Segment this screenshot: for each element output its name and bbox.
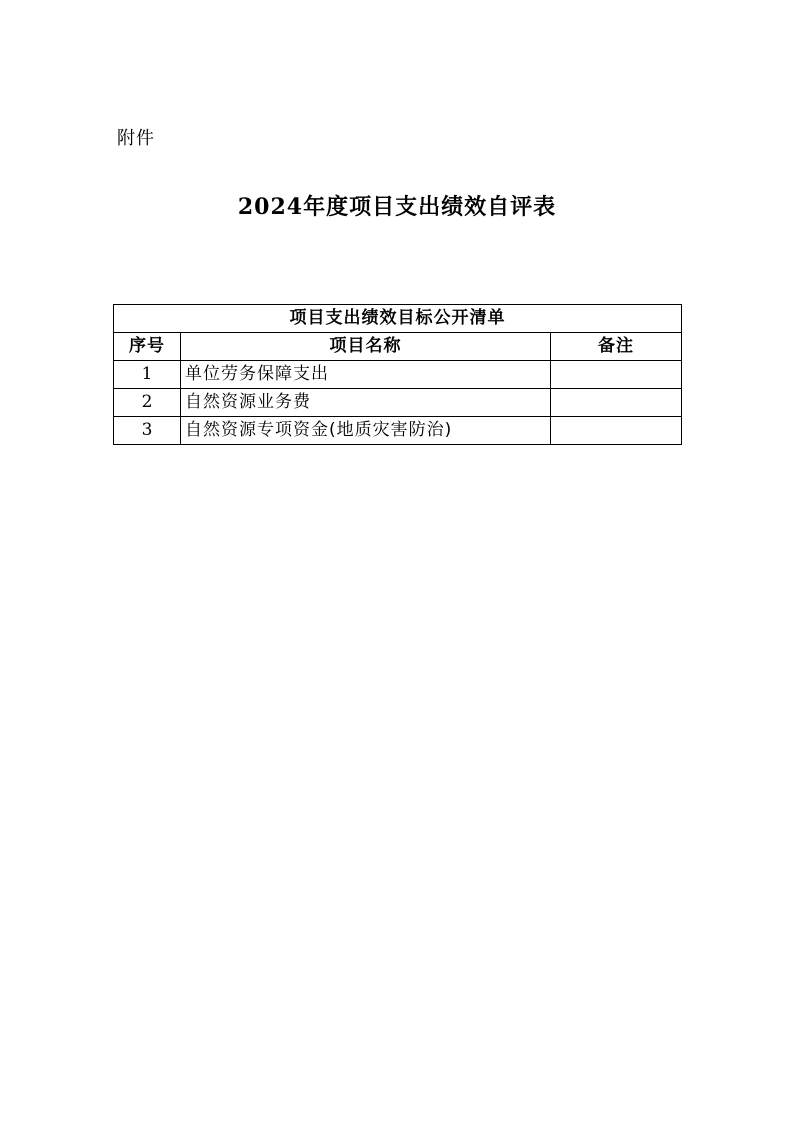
row-index: 1: [114, 361, 181, 389]
row-name: 单位劳务保障支出: [181, 361, 551, 389]
row-note: [551, 361, 682, 389]
header-index: 序号: [114, 333, 181, 361]
header-name: 项目名称: [181, 333, 551, 361]
row-note: [551, 389, 682, 417]
document-title: 2024年度项目支出绩效自评表: [237, 194, 557, 220]
row-index: 3: [114, 417, 181, 445]
attachment-label: 附件: [117, 128, 155, 149]
table-caption-row: [114, 305, 682, 333]
project-list-table: [113, 304, 682, 445]
row-name: 自然资源业务费: [181, 389, 551, 417]
header-note: 备注: [551, 333, 682, 361]
table-row: [114, 361, 682, 389]
row-name: 自然资源专项资金(地质灾害防治): [181, 417, 551, 445]
row-index: 2: [114, 389, 181, 417]
table-row: [114, 417, 682, 445]
table-caption: 项目支出绩效目标公开清单: [114, 305, 682, 333]
row-note: [551, 417, 682, 445]
table-header-row: [114, 333, 682, 361]
table-row: [114, 389, 682, 417]
